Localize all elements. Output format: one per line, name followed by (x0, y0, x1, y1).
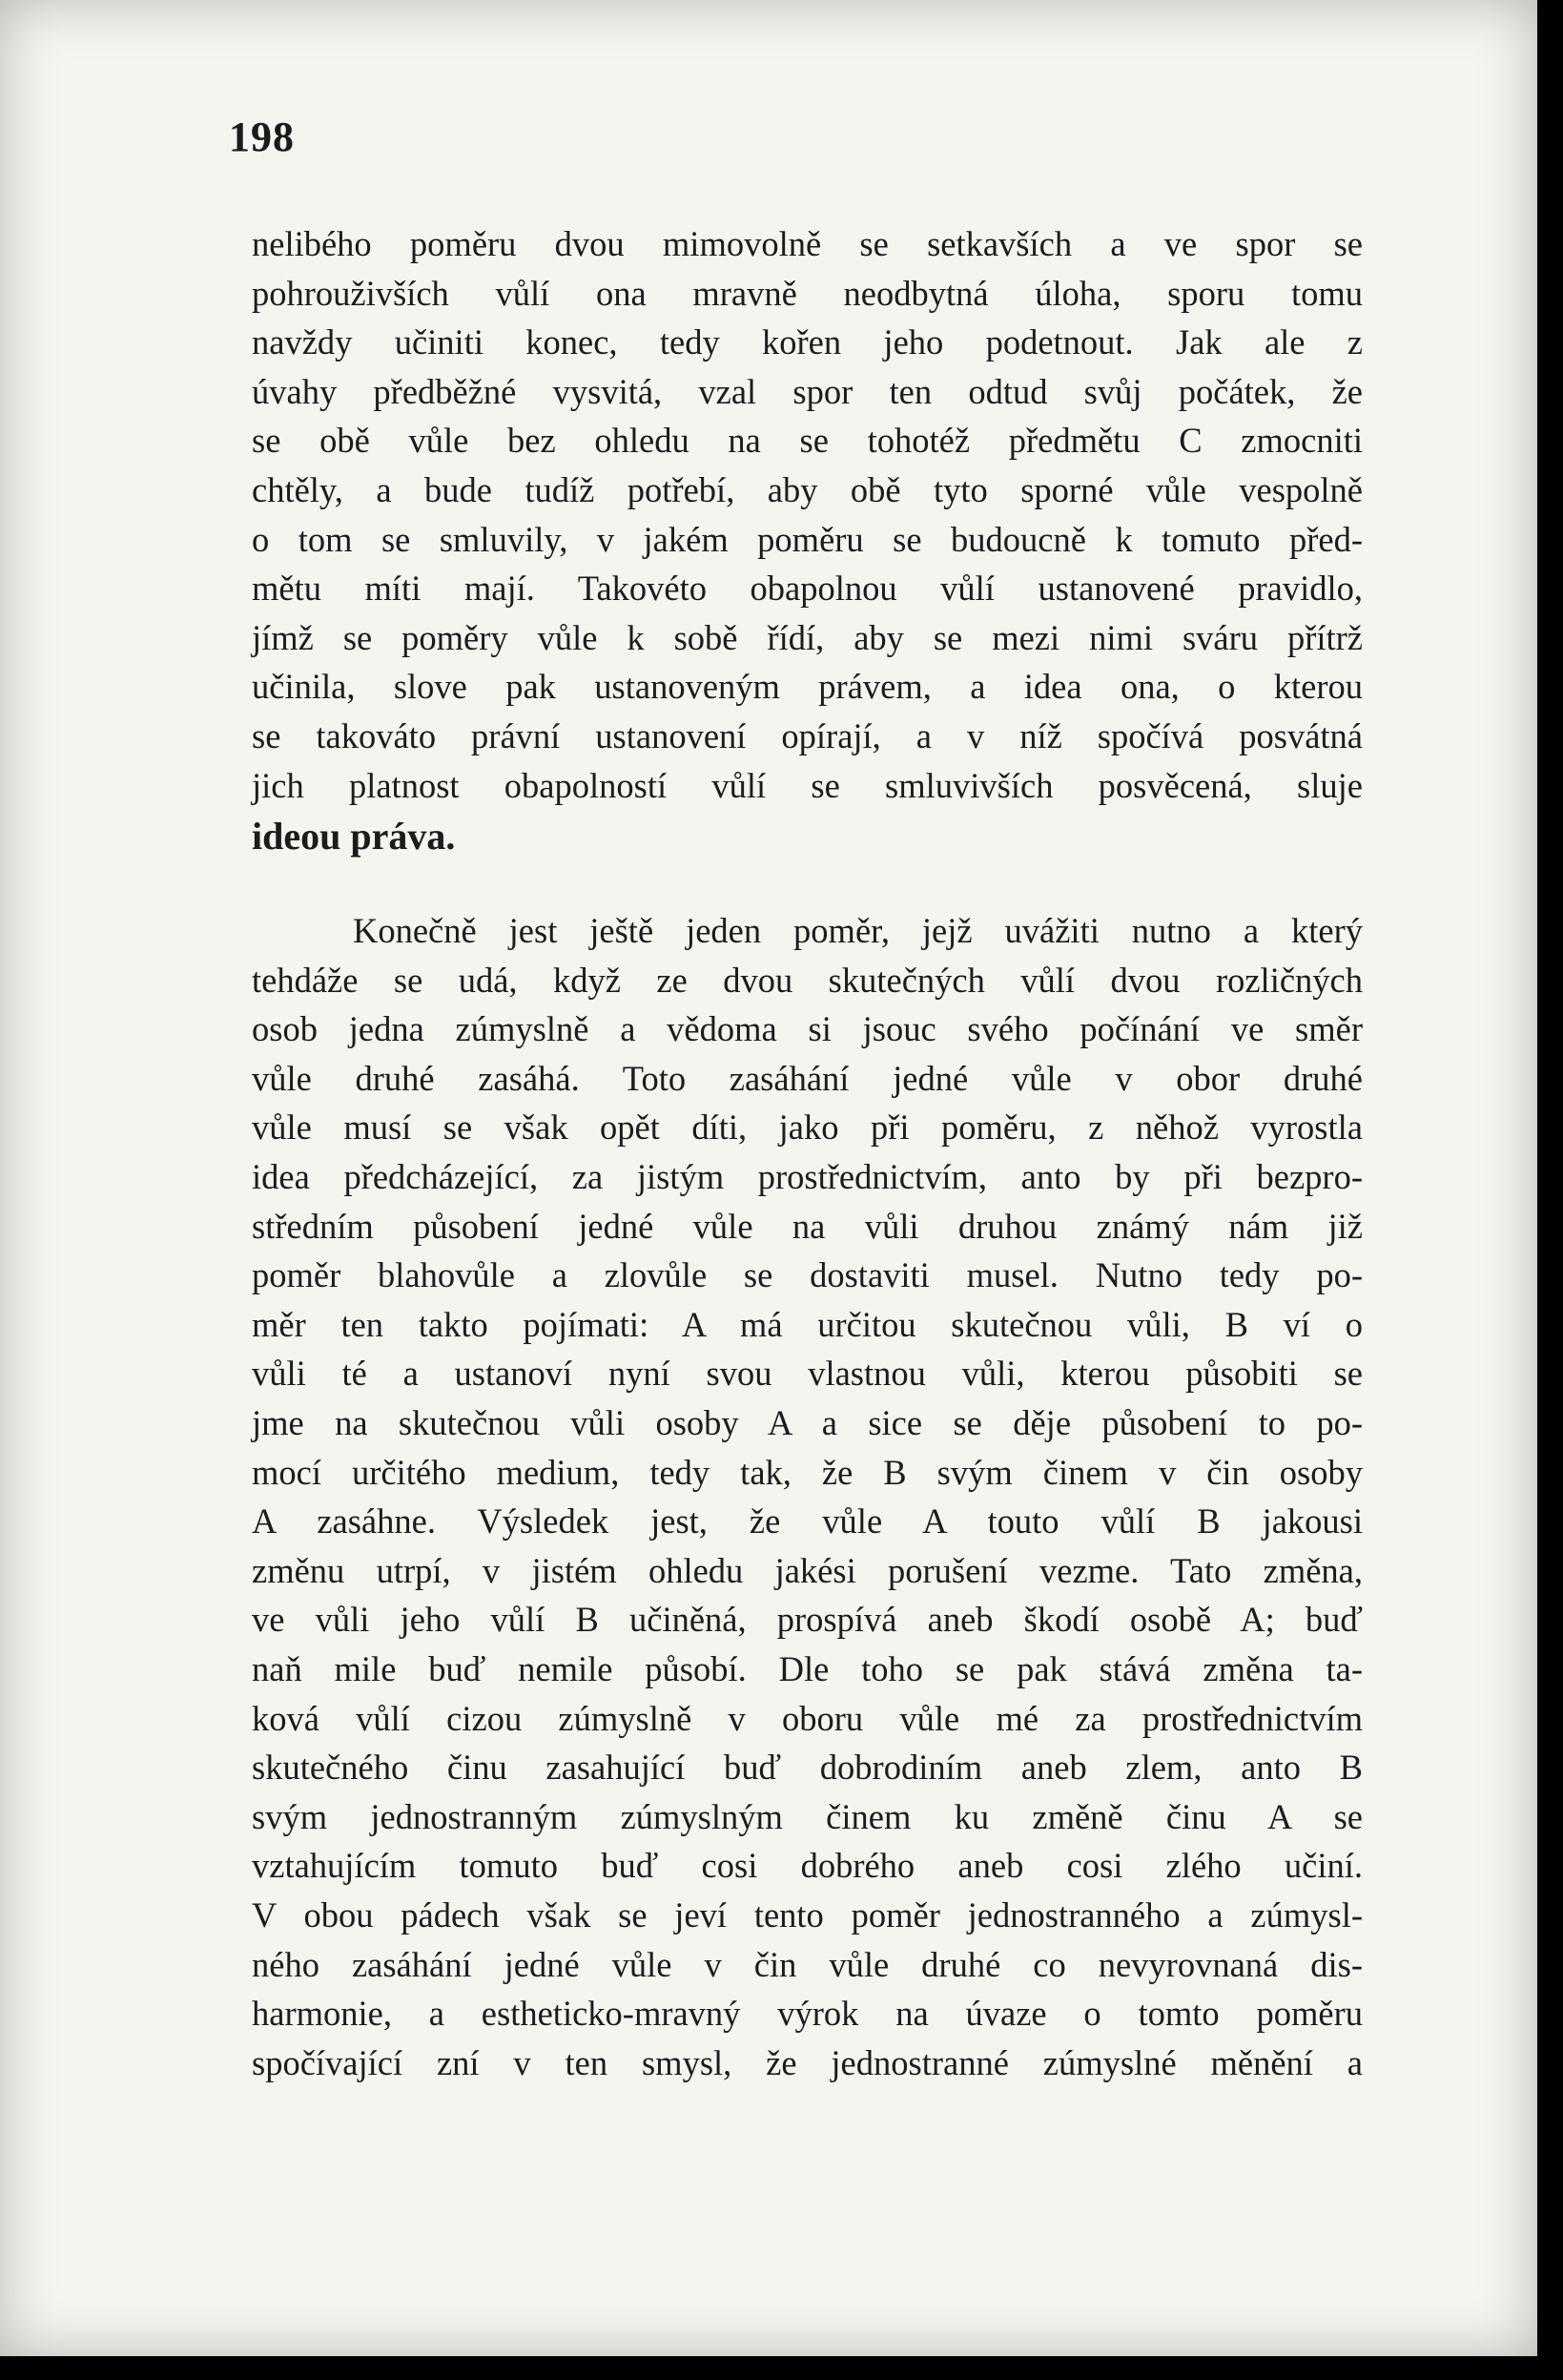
text-line: osob jedna zúmyslně a vědoma si jsouc svého počínání ve směr (252, 1009, 1363, 1049)
text-line: Konečně jest ještě jeden poměr, jejž uvážiti nutno a který (353, 911, 1363, 950)
text-line: jich platnost obapolností vůlí se smluvivších posvěcená, sluje (252, 765, 1363, 805)
text-line: změnu utrpí, v jistém ohledu jakési porušení vezme. Tato změna, (252, 1550, 1363, 1590)
text-line: vztahujícím tomuto buď cosi dobrého aneb cosi zlého učiní. (252, 1846, 1363, 1886)
text-line: idea předcházející, za jistým prostřednictvím, anto by při bezpro- (252, 1157, 1363, 1196)
text-line: úvahy předběžné vysvitá, vzal spor ten odtud svůj počátek, že (252, 371, 1363, 411)
text-line: vůle druhé zasáhá. Toto zasáhání jedné vůle v obor druhé (252, 1058, 1363, 1098)
text-line: pohrouživších vůlí ona mravně neodbytná úloha, sporu tomu (252, 273, 1363, 313)
text-line: nelibého poměru dvou mimovolně se setkavších a ve spor se (252, 224, 1363, 263)
text-line: naň mile buď nemile působí. Dle toho se pak stává změna ta- (252, 1649, 1363, 1688)
emphasized-term: ideou práva. (252, 815, 456, 859)
text-line: svým jednostranným zúmyslným činem ku změně činu A se (252, 1796, 1363, 1836)
text-line: mocí určitého medium, tedy tak, že B svým činem v čin osoby (252, 1452, 1363, 1492)
text-line: vůli té a ustanoví nyní svou vlastnou vůli, kterou působiti se (252, 1354, 1363, 1394)
text-line: spočívající zní v ten smysl, že jednostranné zúmyslné měnění a (252, 2042, 1363, 2082)
text-line: se takováto právní ustanovení opírají, a v níž spočívá posvátná (252, 716, 1363, 755)
text-line: středním působení jedné vůle na vůli druhou známý nám již (252, 1206, 1363, 1246)
scan-edge-right (1537, 0, 1563, 2380)
text-line: ková vůlí cizou zúmyslně v oboru vůle mé za prostřednictvím (252, 1698, 1363, 1738)
text-line: jme na skutečnou vůli osoby A a sice se děje působení to po- (252, 1403, 1363, 1442)
text-line: vůle musí se však opět díti, jako při poměru, z něhož vyrostla (252, 1107, 1363, 1148)
text-line: chtěly, a bude tudíž potřebí, aby obě tyto sporné vůle vespolně (252, 470, 1363, 509)
text-line: tehdáže se udá, když ze dvou skutečných vůlí dvou rozličných (252, 960, 1363, 1000)
text-line: se obě vůle bez ohledu na se tohotéž předmětu C zmocniti (252, 421, 1363, 461)
text-line: mětu míti mají. Takovéto obapolnou vůlí ustanovené pravidlo, (252, 569, 1363, 609)
text-line: ného zasáhání jedné vůle v čin vůle druhé co nevyrovnaná dis- (252, 1944, 1363, 1984)
page-number: 198 (229, 114, 295, 160)
paragraph-1-final-line (252, 815, 1363, 859)
text-line: poměr blahovůle a zlovůle se dostaviti musel. Nutno tedy po- (252, 1255, 1363, 1295)
text-line: harmonie, a estheticko-mravný výrok na úvaze o tomto poměru (252, 1994, 1363, 2034)
text-line: jímž se poměry vůle k sobě řídí, aby se mezi nimi sváru přítrž (252, 617, 1363, 657)
text-line: ve vůli jeho vůlí B učiněná, prospívá aneb škodí osobě A; buď (252, 1600, 1363, 1640)
text-line: učinila, slove pak ustanoveným právem, a idea ona, o kterou (252, 667, 1363, 707)
text-line: V obou pádech však se jeví tento poměr jednostranného a zúmysl- (252, 1895, 1363, 1935)
text-line: skutečného činu zasahující buď dobrodiním aneb zlem, anto B (252, 1748, 1363, 1788)
text-line: o tom se smluvily, v jakém poměru se budoucně k tomuto před- (252, 519, 1363, 559)
text-line: měr ten takto pojímati: A má určitou skutečnou vůli, B ví o (252, 1304, 1363, 1344)
scan-edge-bottom (0, 2356, 1563, 2380)
text-line: navždy učiniti konec, tedy kořen jeho podetnout. Jak ale z (252, 322, 1363, 362)
text-line: A zasáhne. Výsledek jest, že vůle A touto vůlí B jakousi (252, 1501, 1363, 1542)
